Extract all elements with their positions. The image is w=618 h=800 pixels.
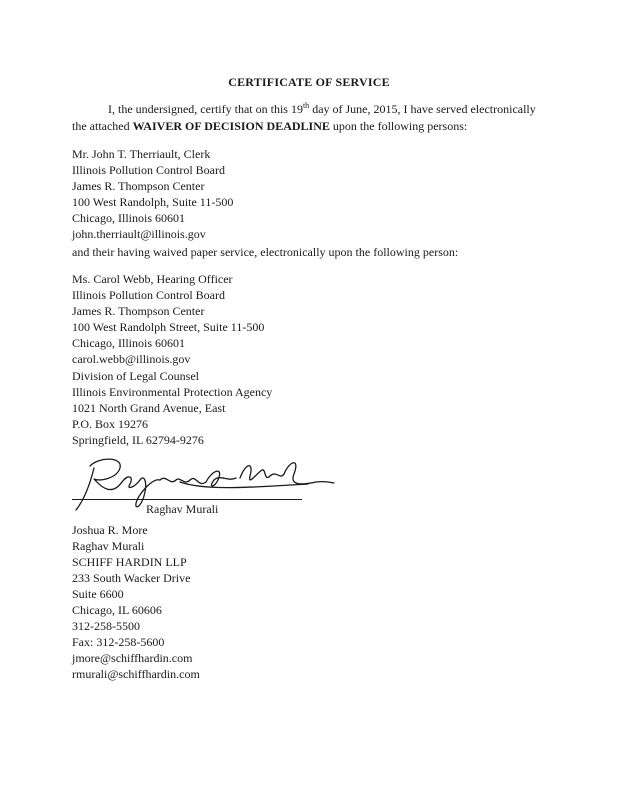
address-line: Mr. John T. Therriault, Clerk bbox=[72, 147, 211, 161]
address-line: Ms. Carol Webb, Hearing Officer bbox=[72, 272, 233, 286]
intro-text-3: upon the following persons: bbox=[329, 119, 468, 133]
firm-name: SCHIFF HARDIN LLP bbox=[72, 555, 187, 569]
address-line: 100 West Randolph Street, Suite 11-500 bbox=[72, 320, 265, 334]
address-line: James R. Thompson Center bbox=[72, 304, 205, 318]
address-line: P.O. Box 19276 bbox=[72, 417, 149, 431]
address-line: 1021 North Grand Avenue, East bbox=[72, 401, 226, 415]
intro-paragraph bbox=[72, 101, 552, 135]
address-line: Chicago, IL 60606 bbox=[72, 603, 162, 617]
signature-printed-name: Raghav Murali bbox=[146, 502, 219, 516]
address-line: Springfield, IL 62794-9276 bbox=[72, 433, 204, 447]
document-title: CERTIFICATE OF SERVICE bbox=[228, 75, 390, 89]
address-line: 233 South Wacker Drive bbox=[72, 571, 191, 585]
address-line: Suite 6600 bbox=[72, 587, 124, 601]
address-line: 100 West Randolph, Suite 11-500 bbox=[72, 195, 234, 209]
signature-line bbox=[72, 499, 302, 500]
address-line: Chicago, Illinois 60601 bbox=[72, 336, 185, 350]
email-line: jmore@schiffhardin.com bbox=[72, 651, 193, 665]
recipient-hearing-officer-address bbox=[72, 271, 264, 367]
email-line: rmurali@schiffhardin.com bbox=[72, 667, 200, 681]
address-line: Division of Legal Counsel bbox=[72, 369, 199, 383]
waiver-paragraph: and their having waived paper service, electronically upon the following person: bbox=[72, 245, 459, 259]
email-line: carol.webb@illinois.gov bbox=[72, 352, 191, 366]
phone-line: 312-258-5500 bbox=[72, 619, 140, 633]
address-line: James R. Thompson Center bbox=[72, 179, 205, 193]
address-line: Illinois Pollution Control Board bbox=[72, 288, 226, 302]
address-line: Illinois Pollution Control Board bbox=[72, 163, 226, 177]
fax-line: Fax: 312-258-5600 bbox=[72, 635, 165, 649]
signer-name: Raghav Murali bbox=[72, 539, 145, 553]
signature-block bbox=[72, 522, 200, 682]
signer-name: Joshua R. More bbox=[72, 523, 148, 537]
intro-text-1: I, the undersigned, certify that on this 19 bbox=[108, 102, 303, 116]
email-line: john.therriault@illinois.gov bbox=[72, 227, 206, 241]
address-line: Chicago, Illinois 60601 bbox=[72, 211, 185, 225]
document-name-bold: WAIVER OF DECISION DEADLINE bbox=[132, 119, 330, 133]
address-line: Illinois Environmental Protection Agency bbox=[72, 385, 273, 399]
recipient-legal-counsel-address bbox=[72, 368, 272, 448]
recipient-clerk-address bbox=[72, 146, 233, 242]
intro-text-2: day of June, 2015, I have served electronically the attached bbox=[72, 102, 536, 133]
intro-superscript: th bbox=[302, 101, 310, 110]
